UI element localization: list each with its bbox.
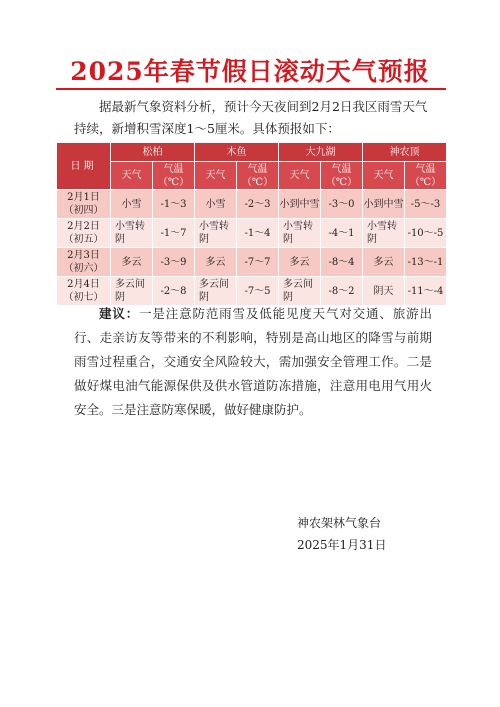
weather-cell: 阴天: [363, 277, 405, 306]
temp-cell: -7～7: [237, 248, 279, 277]
weather-cell: 小到中雪: [363, 190, 405, 219]
signature-org: 神农架林气象台: [297, 516, 382, 530]
date-header: 日期: [57, 143, 111, 190]
temp-cell: -4～1: [321, 219, 363, 248]
temp-cell: -2～8: [153, 277, 195, 306]
signature-block: [297, 512, 386, 556]
temp-cell: -13～-1: [405, 248, 447, 277]
temp-cell: -5～-3: [405, 190, 447, 219]
temp-subheader: 气温 （℃）: [405, 162, 447, 190]
temp-cell: -7～5: [237, 277, 279, 306]
temp-cell: -3～9: [153, 248, 195, 277]
table-row: [57, 248, 447, 277]
temp-cell: -8～4: [321, 248, 363, 277]
temp-cell: -11～-4: [405, 277, 447, 306]
weather-cell: 小到中雪: [279, 190, 321, 219]
intro-paragraph: 据最新气象资料分析，预计今天夜间到2月2日我区雨雪天气持续，新增积雪深度1～5厘米。具体预报如下：: [74, 99, 428, 136]
weather-cell: 多云: [279, 248, 321, 277]
station-header: 木鱼: [195, 143, 279, 162]
station-header: 松柏: [111, 143, 195, 162]
station-header: 神农顶: [363, 143, 447, 162]
temp-subheader: 气温 （℃）: [321, 162, 363, 190]
station-header: 大九湖: [279, 143, 363, 162]
weather-cell: 多云: [195, 248, 237, 277]
weather-cell: 多云间阴: [279, 277, 321, 306]
temp-cell: -1～4: [237, 219, 279, 248]
weather-cell: 小雪转阴: [279, 219, 321, 248]
temp-cell: -8～2: [321, 277, 363, 306]
temp-cell: -1～7: [153, 219, 195, 248]
temp-cell: -2～3: [237, 190, 279, 219]
weather-cell: 小雪: [111, 190, 153, 219]
weather-subheader: 天气: [195, 162, 237, 190]
temp-cell: -10～-5: [405, 219, 447, 248]
weather-subheader: 天气: [279, 162, 321, 190]
date-cell: 2月1日 （初四）: [57, 190, 111, 219]
weather-subheader: 天气: [363, 162, 405, 190]
table-row: [57, 190, 447, 219]
temp-subheader: 气温 （℃）: [153, 162, 195, 190]
weather-cell: 小雪转阴: [195, 219, 237, 248]
advice-label: 建议：: [99, 306, 140, 321]
date-cell: 2月3日 （初六）: [57, 248, 111, 277]
weather-subheader: 天气: [111, 162, 153, 190]
forecast-table: [56, 142, 447, 306]
weather-cell: 小雪: [195, 190, 237, 219]
weather-cell: 多云间阴: [195, 277, 237, 306]
weather-cell: 多云: [111, 248, 153, 277]
table-row: [57, 219, 447, 248]
weather-cell: 小雪转阴: [363, 219, 405, 248]
signature-date: 2025年1月31日: [297, 538, 387, 552]
weather-cell: 小雪转阴: [111, 219, 153, 248]
temp-cell: -3～0: [321, 190, 363, 219]
advice-paragraph: [74, 302, 432, 422]
temp-cell: -1～3: [153, 190, 195, 219]
weather-cell: 多云: [363, 248, 405, 277]
date-cell: 2月2日 （初五）: [57, 219, 111, 248]
advice-text: 一是注意防范雨雪及低能见度天气对交通、旅游出行、走亲访友等带来的不利影响，特别是高山地区的降雪与前期雨雪过程重合，交通安全风险较大，需加强安全管理工作。二是做好煤电油气能源保供及供水管道防冻措施，注意用电用气用火安全。三是注意防寒保暖，做好健康防护。: [74, 306, 432, 417]
temp-subheader: 气温 （℃）: [237, 162, 279, 190]
weather-cell: 多云间阴: [111, 277, 153, 306]
page-title: 2025年春节假日滚动天气预报: [70, 57, 430, 86]
date-cell: 2月4日 （初七）: [57, 277, 111, 306]
title-divider: [56, 88, 446, 90]
